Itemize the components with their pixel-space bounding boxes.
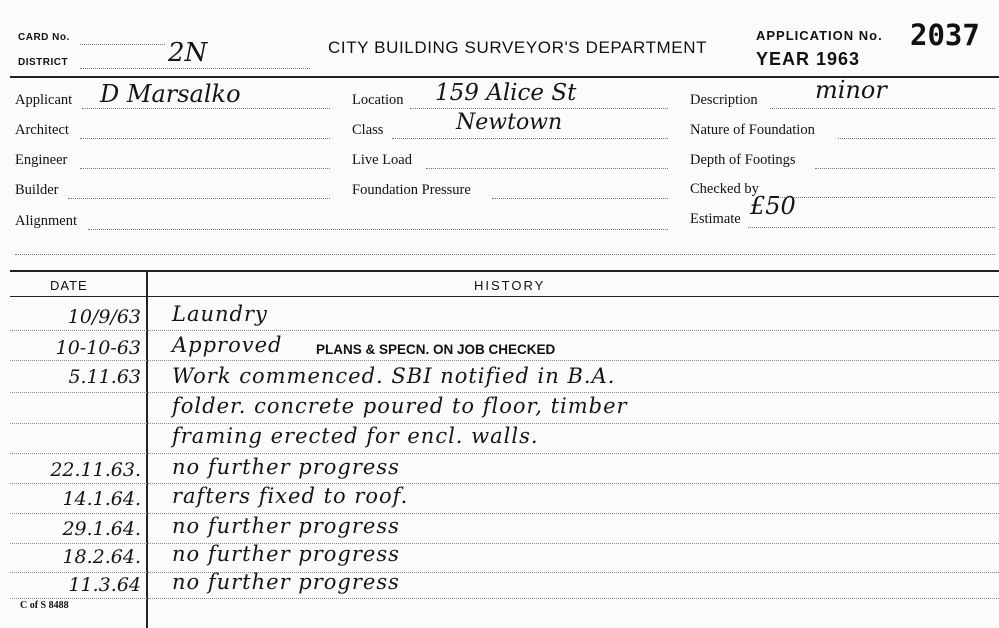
engineer-line: [80, 168, 330, 169]
history-entry: no further progress: [172, 542, 400, 566]
estimate-label: Estimate: [690, 211, 741, 227]
ruled-line: [10, 572, 999, 573]
history-date: 22.11.63.: [50, 459, 141, 481]
history-date: 18.2.64.: [62, 546, 141, 568]
builder-line: [68, 198, 330, 199]
history-entry: no further progress: [172, 570, 400, 594]
date-column-header: DATE: [50, 278, 88, 293]
depth-of-footings-line: [815, 168, 995, 169]
architect-label: Architect: [15, 122, 69, 138]
location-line: [410, 108, 668, 109]
district-label: DISTRICT: [18, 57, 69, 68]
history-entry: Laundry: [172, 302, 268, 326]
application-number: 2037: [910, 18, 980, 52]
engineer-label: Engineer: [15, 152, 68, 168]
ruled-line: [10, 483, 999, 484]
history-date: 29.1.64.: [62, 518, 141, 540]
history-entry: no further progress: [172, 514, 400, 538]
class-line: [392, 138, 668, 139]
blank-ruled-line: [15, 254, 995, 255]
district-value: 2N: [168, 38, 208, 68]
description-line: [770, 108, 995, 109]
alignment-label: Alignment: [15, 213, 78, 229]
history-entry: Approved: [172, 333, 283, 357]
applicant-value: D Marsalko: [100, 80, 241, 108]
history-date: 5.11.63: [68, 366, 141, 388]
checked-by-label: Checked by: [690, 181, 759, 197]
history-entry: framing erected for encl. walls.: [172, 424, 539, 448]
history-column-header: HISTORY: [474, 278, 546, 293]
history-date: 10/9/63: [67, 306, 141, 328]
location-value: 159 Alice St: [435, 80, 577, 106]
depth-of-footings-label: Depth of Footings: [690, 152, 796, 168]
nature-of-foundation-line: [838, 138, 995, 139]
alignment-line: [88, 229, 668, 230]
history-date: 14.1.64.: [62, 488, 141, 510]
architect-line: [80, 138, 330, 139]
ruled-line: [10, 392, 999, 393]
estimate-value: £50: [750, 192, 796, 220]
form-code: C of S 8488: [20, 600, 69, 611]
table-top-border: [10, 270, 999, 272]
nature-of-foundation-label: Nature of Foundation: [690, 122, 815, 138]
class-label: Class: [352, 122, 384, 138]
applicant-line: [82, 108, 330, 109]
ruled-line: [10, 598, 999, 599]
department-title: CITY BUILDING SURVEYOR'S DEPARTMENT: [328, 38, 708, 57]
checked-stamp: PLANS & SPECN. ON JOB CHECKED: [316, 342, 556, 357]
foundation-pressure-label: Foundation Pressure: [352, 182, 471, 198]
location-label: Location: [352, 92, 404, 108]
year-label: YEAR 1963: [756, 49, 861, 69]
history-entry: rafters fixed to roof.: [172, 484, 409, 508]
live-load-line: [426, 168, 668, 169]
applicant-label: Applicant: [15, 92, 73, 108]
district-line: [80, 68, 310, 69]
builder-label: Builder: [15, 182, 59, 198]
ruled-line: [10, 453, 999, 454]
card-no-label: CARD No.: [18, 32, 70, 43]
history-entry: no further progress: [172, 455, 400, 479]
ruled-line: [10, 543, 999, 544]
checked-by-line: [775, 197, 995, 198]
history-entry: folder. concrete poured to floor, timber: [172, 394, 628, 418]
live-load-label: Live Load: [352, 152, 412, 168]
history-date: 10-10-63: [55, 337, 141, 359]
history-date: 11.3.64: [68, 574, 141, 596]
application-label: APPLICATION No.: [756, 28, 883, 43]
history-entry: Work commenced. SBI notified in B.A.: [172, 364, 616, 388]
foundation-pressure-line: [492, 198, 668, 199]
card-no-line: [80, 44, 165, 45]
ruled-line: [10, 360, 999, 361]
table-header-divider: [10, 296, 999, 297]
date-column-divider: [146, 270, 148, 628]
ruled-line: [10, 330, 999, 331]
ruled-line: [10, 513, 999, 514]
description-value: minor: [815, 76, 887, 104]
estimate-line: [748, 227, 995, 228]
class-value: Newtown: [456, 110, 563, 135]
description-label: Description: [690, 92, 758, 108]
